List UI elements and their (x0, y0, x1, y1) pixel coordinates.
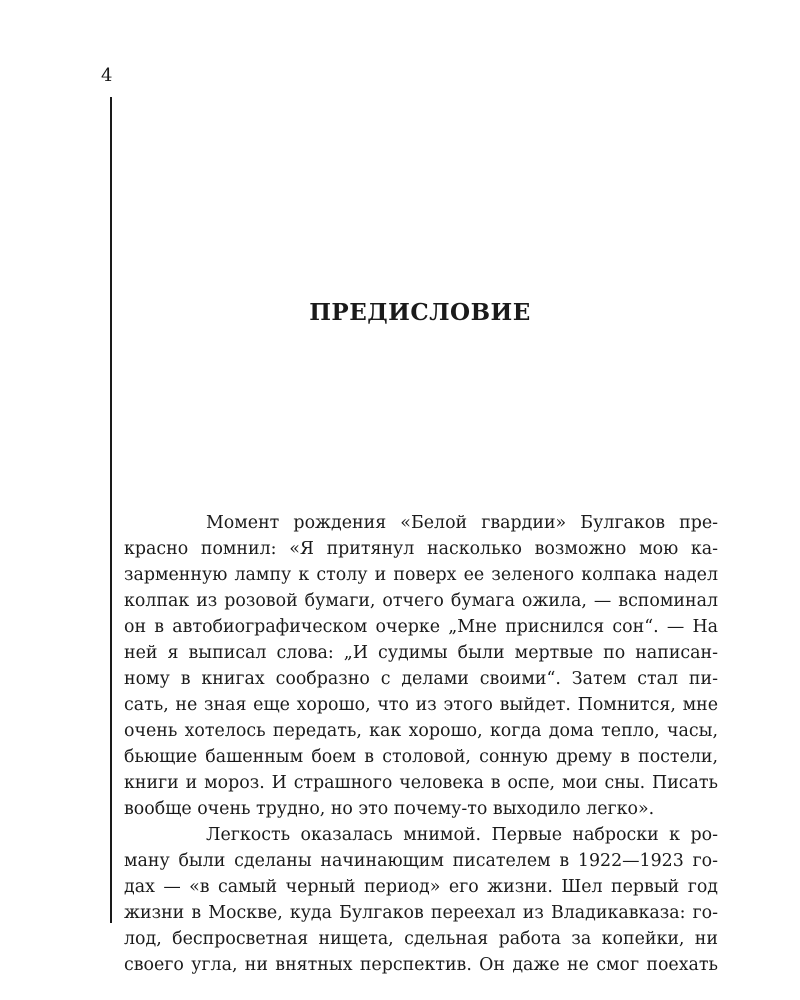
page-number: 4 (101, 65, 113, 86)
text-line: красно помнил: «Я притянул насколько возможно мою ка- (124, 539, 718, 559)
text-line: ману были сделаны начинающим писателем в 1922—1923 го- (124, 851, 718, 871)
text-line: Момент рождения «Белой гвардии» Булгаков пре- (206, 513, 718, 533)
text-line: своего угла, ни внятных перспектив. Он даже не смог поехать (124, 955, 718, 975)
text-line: книги и мороз. И страшного человека в оспе, мои сны. Писать (124, 773, 718, 793)
text-line: зарменную лампу к столу и поверх ее зеленого колпака надел (124, 565, 718, 585)
text-line: бьющие башенным боем в столовой, сонную дрему в постели, (124, 747, 718, 767)
text-line: вообще очень трудно, но это почему-то выходило легко». (124, 799, 655, 819)
text-line: ному в книгах сообразно с делами своими“. Затем стал пи- (124, 669, 718, 689)
text-line: жизни в Москве, куда Булгаков переехал из Владикавказа: го- (124, 903, 718, 923)
body-text (124, 510, 718, 978)
text-line: Легкость оказалась мнимой. Первые наброски к ро- (206, 825, 718, 845)
text-line: очень хотелось передать, как хорошо, когда дома тепло, часы, (124, 721, 718, 741)
text-line: он в автобиографическом очерке „Мне приснился сон“. — На (124, 617, 718, 637)
text-line: сать, не зная еще хорошо, что из этого выйдет. Помнится, мне (124, 695, 718, 715)
text-line: ней я выписал слова: „И судимы были мертвые по написан- (124, 643, 718, 663)
text-line: колпак из розовой бумаги, отчего бумага ожила, — вспоминал (124, 591, 718, 611)
text-line: лод, беспросветная нищета, сдельная работа за копейки, ни (124, 929, 718, 949)
text-line: дах — «в самый черный период» его жизни. Шел первый год (124, 877, 718, 897)
page-title: ПРЕДИСЛОВИЕ (309, 299, 531, 326)
margin-rule (110, 97, 112, 923)
